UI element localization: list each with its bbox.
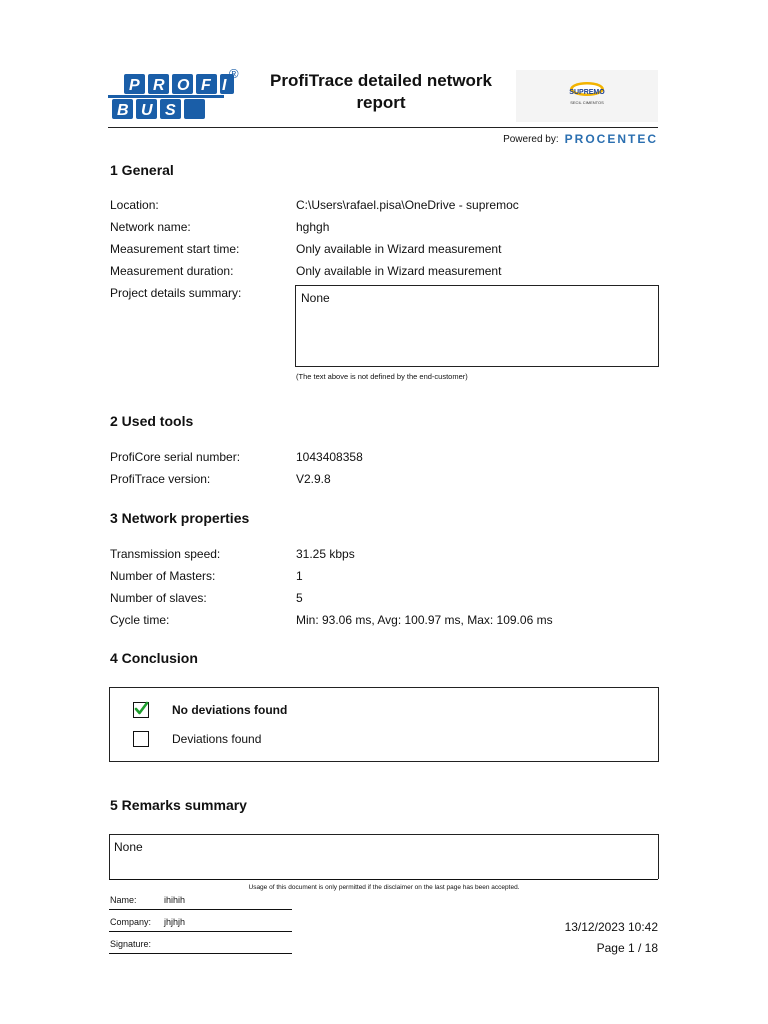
remarks-text: None [114, 840, 143, 854]
company-label: Company: [110, 917, 152, 927]
partner-logo [516, 70, 658, 122]
section-heading-remarks: 5 Remarks summary [110, 797, 247, 813]
name-line [109, 909, 292, 910]
partner-logo-text: SUPREMO [569, 89, 605, 96]
section-heading-network: 3 Network properties [110, 510, 250, 526]
name-value: ihihih [164, 895, 186, 905]
remarks-box [109, 834, 659, 879]
report-datetime: 13/12/2023 10:42 [564, 920, 658, 934]
conclusion-box [109, 687, 659, 762]
value-cycle-time: Min: 93.06 ms, Avg: 100.97 ms, Max: 109.06 ms [296, 613, 553, 627]
company-line [109, 931, 292, 932]
svg-text:F: F [201, 77, 211, 94]
label-serial-number: ProfiCore serial number: [110, 450, 241, 464]
project-summary-text: None [301, 291, 330, 305]
signature-line [109, 953, 292, 954]
value-number-of-slaves: 5 [296, 591, 303, 605]
section-heading-general: 1 General [110, 162, 174, 178]
value-measurement-start: Only available in Wizard measurement [296, 242, 502, 256]
svg-text:B: B [117, 102, 129, 119]
value-serial-number: 1043408358 [296, 450, 363, 464]
powered-by [503, 132, 658, 146]
title-line-1: ProfiTrace detailed network [269, 71, 492, 90]
deviations-found-label: Deviations found [172, 732, 262, 746]
svg-text:I: I [222, 77, 227, 94]
label-measurement-duration: Measurement duration: [110, 264, 234, 278]
header-divider [108, 127, 658, 128]
deviations-found-checkbox[interactable] [133, 731, 149, 747]
company-value: jhjhjh [164, 917, 186, 927]
label-cycle-time: Cycle time: [110, 613, 170, 627]
label-number-of-masters: Number of Masters: [110, 569, 216, 583]
svg-text:O: O [177, 77, 190, 94]
section-heading-conclusion: 4 Conclusion [110, 650, 198, 666]
project-summary-box [295, 285, 659, 367]
label-measurement-start: Measurement start time: [110, 242, 240, 256]
value-profitrace-version: V2.9.8 [296, 472, 331, 486]
powered-by-label: Powered by: [503, 133, 559, 145]
value-transmission-speed: 31.25 kbps [296, 547, 355, 561]
title-line-2: report [356, 93, 406, 112]
value-location: C:\Users\rafael.pisa\OneDrive - supremoc [296, 198, 519, 212]
label-network-name: Network name: [110, 220, 191, 234]
label-location: Location: [110, 198, 159, 212]
partner-logo-mark [566, 80, 608, 105]
label-transmission-speed: Transmission speed: [110, 547, 221, 561]
section-heading-tools: 2 Used tools [110, 413, 194, 429]
profibus-logo [108, 66, 248, 126]
partner-logo-sub: SECIL CIMENTOS [570, 100, 604, 105]
disclaimer-text: Usage of this document is only permitted if the disclaimer on the last page has been accepted. [248, 884, 520, 891]
svg-text:S: S [165, 102, 176, 119]
value-measurement-duration: Only available in Wizard measurement [296, 264, 502, 278]
no-deviations-label: No deviations found [172, 703, 288, 717]
registered-mark: ® [229, 66, 239, 81]
svg-text:R: R [153, 77, 165, 94]
value-number-of-masters: 1 [296, 569, 303, 583]
summary-note: (The text above is not defined by the end-customer) [296, 372, 468, 381]
label-profitrace-version: ProfiTrace version: [110, 472, 211, 486]
no-deviations-checkbox[interactable] [133, 702, 149, 718]
checkmark-icon [133, 701, 149, 717]
label-number-of-slaves: Number of slaves: [110, 591, 207, 605]
procentec-logo: PROCENTEC [564, 132, 658, 146]
svg-text:U: U [141, 102, 153, 119]
signature-label: Signature: [110, 939, 152, 949]
page-number: Page 1 / 18 [596, 941, 658, 955]
svg-text:P: P [129, 77, 140, 94]
page-title [250, 70, 512, 114]
footer-divider [109, 879, 658, 880]
value-network-name: hghgh [296, 220, 330, 234]
label-project-summary: Project details summary: [110, 286, 242, 300]
name-label: Name: [110, 895, 137, 905]
